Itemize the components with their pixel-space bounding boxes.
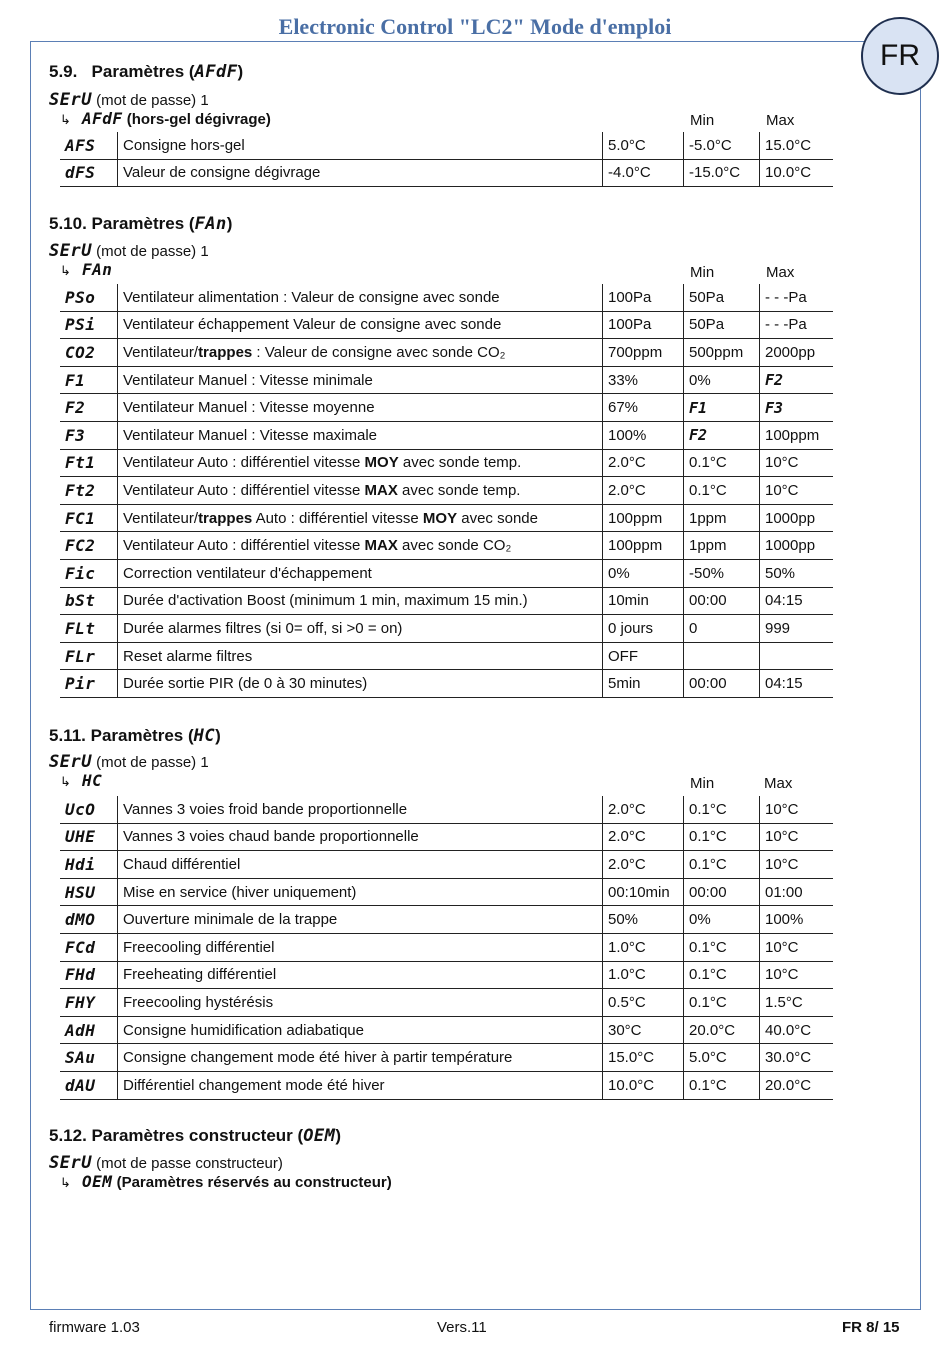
param-desc-cell: Freecooling différentiel [118, 933, 603, 961]
param-val-cell: 2.0°C [603, 796, 684, 823]
submenu-line: ↳ FAn [60, 260, 113, 279]
param-min-cell: 5.0°C [684, 1044, 760, 1072]
param-desc-cell: Chaud différentiel [118, 851, 603, 879]
password-line: SErU (mot de passe) 1 [49, 90, 209, 110]
language-badge: FR [861, 17, 939, 95]
param-min-cell: 0.1°C [684, 933, 760, 961]
password-line: SErU (mot de passe constructeur) [49, 1153, 283, 1173]
table-row [60, 339, 833, 367]
param-val-cell: 0 jours [603, 615, 684, 643]
table-row [60, 878, 833, 906]
param-code-cell: FC1 [60, 504, 118, 532]
param-code-cell: PSo [60, 284, 118, 311]
param-max-cell: - - -Pa [760, 284, 834, 311]
param-val-cell: 2.0°C [603, 477, 684, 505]
param-code-cell: FLr [60, 642, 118, 670]
table-row [60, 1016, 833, 1044]
min-header: Min [690, 775, 715, 792]
param-val-cell: 2.0°C [603, 449, 684, 477]
param-desc-cell: Consigne changement mode été hiver à partir température [118, 1044, 603, 1072]
param-max-cell: 1000pp [760, 504, 834, 532]
param-val-cell: 1.0°C [603, 961, 684, 989]
param-min-cell: 0.1°C [684, 796, 760, 823]
sub-arrow-icon: ↳ [60, 774, 71, 789]
params-table-hc [60, 796, 833, 1100]
param-min-cell: 0.1°C [684, 823, 760, 851]
table-row [60, 933, 833, 961]
section-heading-5-10: 5.10. Paramètres (FAn) [49, 214, 233, 234]
param-min-cell: 0.1°C [684, 961, 760, 989]
sub-arrow-icon: ↳ [60, 1175, 71, 1190]
param-min-cell: F1 [684, 394, 760, 422]
param-code-cell: FHY [60, 989, 118, 1017]
param-min-cell: -50% [684, 559, 760, 587]
param-max-cell: 100ppm [760, 421, 834, 449]
param-max-cell: 30.0°C [760, 1044, 834, 1072]
param-min-cell: 500ppm [684, 339, 760, 367]
param-min-cell: -15.0°C [684, 159, 760, 187]
param-max-cell: 01:00 [760, 878, 834, 906]
param-val-cell: 10min [603, 587, 684, 615]
param-min-cell: 0 [684, 615, 760, 643]
footer-page-number: FR 8/ 15 [842, 1319, 900, 1336]
param-desc-cell: Ventilateur/trappes Auto : différentiel vitesse MOY avec sonde [118, 504, 603, 532]
param-code-cell: SAu [60, 1044, 118, 1072]
param-min-cell: 1ppm [684, 504, 760, 532]
param-min-cell: 00:00 [684, 587, 760, 615]
param-val-cell: 00:10min [603, 878, 684, 906]
param-code-cell: F3 [60, 421, 118, 449]
param-desc-cell: Durée sortie PIR (de 0 à 30 minutes) [118, 670, 603, 698]
param-max-cell: 15.0°C [760, 132, 834, 159]
param-min-cell: 0% [684, 366, 760, 394]
min-header: Min [690, 112, 715, 129]
param-max-cell: 999 [760, 615, 834, 643]
table-row [60, 132, 833, 159]
param-val-cell: 67% [603, 394, 684, 422]
param-val-cell: 15.0°C [603, 1044, 684, 1072]
param-max-cell: - - -Pa [760, 311, 834, 339]
document-title: Electronic Control "LC2" Mode d'emploi [278, 14, 672, 39]
param-desc-cell: Ouverture minimale de la trappe [118, 906, 603, 934]
param-code-cell: F1 [60, 366, 118, 394]
param-min-cell [684, 642, 760, 670]
param-max-cell: 20.0°C [760, 1071, 834, 1099]
param-code-cell: Fic [60, 559, 118, 587]
table-row [60, 311, 833, 339]
param-max-cell: 1000pp [760, 532, 834, 560]
param-min-cell: 0.1°C [684, 477, 760, 505]
param-code-cell: Ft1 [60, 449, 118, 477]
param-desc-cell: Durée alarmes filtres (si 0= off, si >0 = on) [118, 615, 603, 643]
table-row [60, 1071, 833, 1099]
section-heading-5-9: 5.9. Paramètres (AFdF) [49, 62, 244, 82]
max-header: Max [766, 112, 795, 129]
param-code-cell: UcO [60, 796, 118, 823]
param-min-cell: -5.0°C [684, 132, 760, 159]
param-val-cell: 30°C [603, 1016, 684, 1044]
param-max-cell: 10°C [760, 933, 834, 961]
table-row [60, 670, 833, 698]
param-desc-cell: Ventilateur échappement Valeur de consigne avec sonde [118, 311, 603, 339]
param-code-cell: HSU [60, 878, 118, 906]
param-desc-cell: Ventilateur alimentation : Valeur de consigne avec sonde [118, 284, 603, 311]
param-min-cell: 0.1°C [684, 449, 760, 477]
table-row [60, 1044, 833, 1072]
param-min-cell: 00:00 [684, 878, 760, 906]
table-row [60, 796, 833, 823]
table-row [60, 961, 833, 989]
param-code-cell: Hdi [60, 851, 118, 879]
param-max-cell: F2 [760, 366, 834, 394]
submenu-line: ↳ HC [60, 771, 103, 790]
param-desc-cell: Reset alarme filtres [118, 642, 603, 670]
submenu-line: ↳ AFdF (hors-gel dégivrage) [60, 109, 271, 128]
param-min-cell: 0.1°C [684, 989, 760, 1017]
param-desc-cell: Consigne humidification adiabatique [118, 1016, 603, 1044]
sub-arrow-icon: ↳ [60, 263, 71, 278]
param-min-cell: 1ppm [684, 532, 760, 560]
param-desc-cell: Mise en service (hiver uniquement) [118, 878, 603, 906]
table-row [60, 642, 833, 670]
param-code-cell: FLt [60, 615, 118, 643]
param-val-cell: OFF [603, 642, 684, 670]
param-val-cell: 100ppm [603, 532, 684, 560]
max-header: Max [766, 264, 795, 281]
footer-firmware: firmware 1.03 [49, 1319, 140, 1336]
param-max-cell: 40.0°C [760, 1016, 834, 1044]
param-code-cell: dMO [60, 906, 118, 934]
submenu-line: ↳ OEM (Paramètres réservés au constructeur) [60, 1172, 392, 1191]
param-desc-cell: Ventilateur Manuel : Vitesse moyenne [118, 394, 603, 422]
param-min-cell: 50Pa [684, 311, 760, 339]
param-desc-cell: Freeheating différentiel [118, 961, 603, 989]
param-code-cell: AdH [60, 1016, 118, 1044]
table-row [60, 284, 833, 311]
param-code-cell: F2 [60, 394, 118, 422]
table-row [60, 504, 833, 532]
param-min-cell: 0% [684, 906, 760, 934]
table-row [60, 394, 833, 422]
param-code-cell: AFS [60, 132, 118, 159]
table-row [60, 421, 833, 449]
table-row [60, 851, 833, 879]
params-table-fan [60, 284, 833, 698]
param-desc-cell: Ventilateur/trappes : Valeur de consigne avec sonde CO₂ [118, 339, 603, 367]
param-desc-cell: Vannes 3 voies froid bande proportionnelle [118, 796, 603, 823]
param-code-cell: dAU [60, 1071, 118, 1099]
sub-arrow-icon: ↳ [60, 112, 71, 127]
param-min-cell: F2 [684, 421, 760, 449]
table-row [60, 615, 833, 643]
param-val-cell: 100Pa [603, 284, 684, 311]
param-min-cell: 50Pa [684, 284, 760, 311]
param-desc-cell: Freecooling hystérésis [118, 989, 603, 1017]
table-row [60, 532, 833, 560]
section-heading-5-12: 5.12. Paramètres constructeur (OEM) [49, 1126, 342, 1146]
min-header: Min [690, 264, 715, 281]
param-val-cell: 50% [603, 906, 684, 934]
param-val-cell: 0% [603, 559, 684, 587]
param-max-cell: 10°C [760, 961, 834, 989]
param-desc-cell: Vannes 3 voies chaud bande proportionnelle [118, 823, 603, 851]
param-code-cell: FC2 [60, 532, 118, 560]
param-max-cell: 04:15 [760, 587, 834, 615]
param-val-cell: 33% [603, 366, 684, 394]
param-val-cell: 100ppm [603, 504, 684, 532]
params-table-afdf [60, 132, 833, 187]
param-max-cell: 100% [760, 906, 834, 934]
table-row [60, 906, 833, 934]
param-max-cell: 10°C [760, 796, 834, 823]
param-desc-cell: Correction ventilateur d'échappement [118, 559, 603, 587]
param-code-cell: Pir [60, 670, 118, 698]
param-val-cell: 5.0°C [603, 132, 684, 159]
table-row [60, 366, 833, 394]
param-min-cell: 0.1°C [684, 1071, 760, 1099]
param-val-cell: 5min [603, 670, 684, 698]
param-min-cell: 20.0°C [684, 1016, 760, 1044]
param-code-cell: FCd [60, 933, 118, 961]
section-heading-5-11: 5.11. Paramètres (HC) [49, 726, 221, 746]
param-max-cell [760, 642, 834, 670]
table-row [60, 587, 833, 615]
param-code-cell: UHE [60, 823, 118, 851]
param-desc-cell: Ventilateur Auto : différentiel vitesse MAX avec sonde temp. [118, 477, 603, 505]
param-code-cell: FHd [60, 961, 118, 989]
param-code-cell: CO2 [60, 339, 118, 367]
param-val-cell: 10.0°C [603, 1071, 684, 1099]
param-desc-cell: Durée d'activation Boost (minimum 1 min, maximum 15 min.) [118, 587, 603, 615]
table-row [60, 477, 833, 505]
footer-version: Vers.11 [437, 1319, 487, 1336]
param-min-cell: 00:00 [684, 670, 760, 698]
param-code-cell: dFS [60, 159, 118, 187]
param-desc-cell: Ventilateur Auto : différentiel vitesse MOY avec sonde temp. [118, 449, 603, 477]
param-min-cell: 0.1°C [684, 851, 760, 879]
param-max-cell: 10°C [760, 823, 834, 851]
param-val-cell: 1.0°C [603, 933, 684, 961]
param-desc-cell: Valeur de consigne dégivrage [118, 159, 603, 187]
param-desc-cell: Différentiel changement mode été hiver [118, 1071, 603, 1099]
param-val-cell: -4.0°C [603, 159, 684, 187]
param-val-cell: 700ppm [603, 339, 684, 367]
table-row [60, 823, 833, 851]
param-code-cell: Ft2 [60, 477, 118, 505]
param-max-cell: 10.0°C [760, 159, 834, 187]
param-code-cell: PSi [60, 311, 118, 339]
param-val-cell: 100Pa [603, 311, 684, 339]
param-max-cell: 1.5°C [760, 989, 834, 1017]
max-header: Max [764, 775, 793, 792]
param-desc-cell: Ventilateur Auto : différentiel vitesse MAX avec sonde CO₂ [118, 532, 603, 560]
password-line: SErU (mot de passe) 1 [49, 241, 209, 261]
param-max-cell: F3 [760, 394, 834, 422]
param-val-cell: 0.5°C [603, 989, 684, 1017]
table-row [60, 449, 833, 477]
param-desc-cell: Ventilateur Manuel : Vitesse maximale [118, 421, 603, 449]
param-max-cell: 50% [760, 559, 834, 587]
param-desc-cell: Consigne hors-gel [118, 132, 603, 159]
param-max-cell: 10°C [760, 477, 834, 505]
param-max-cell: 10°C [760, 449, 834, 477]
table-row [60, 989, 833, 1017]
param-desc-cell: Ventilateur Manuel : Vitesse minimale [118, 366, 603, 394]
table-row [60, 159, 833, 187]
param-max-cell: 2000pp [760, 339, 834, 367]
table-row [60, 559, 833, 587]
password-line: SErU (mot de passe) 1 [49, 752, 209, 772]
param-val-cell: 2.0°C [603, 823, 684, 851]
param-val-cell: 100% [603, 421, 684, 449]
param-max-cell: 04:15 [760, 670, 834, 698]
param-val-cell: 2.0°C [603, 851, 684, 879]
param-code-cell: bSt [60, 587, 118, 615]
param-max-cell: 10°C [760, 851, 834, 879]
